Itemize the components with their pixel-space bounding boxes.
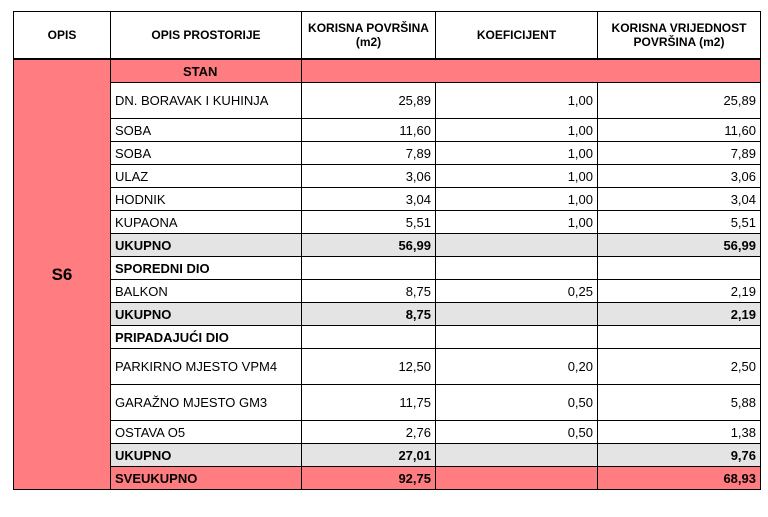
subtotal-area: 56,99 — [302, 234, 436, 257]
room-area: 11,60 — [302, 119, 436, 142]
area-table-wrapper — [13, 11, 761, 490]
empty-cell — [436, 326, 598, 349]
room-coef: 0,20 — [436, 349, 598, 385]
header-opis-prostorije: OPIS PROSTORIJE — [111, 12, 302, 60]
subtotal-coef-empty — [436, 303, 598, 326]
subtotal-row-pripadajuci — [14, 444, 761, 467]
section-row-stan — [14, 59, 761, 83]
room-name: PARKIRNO MJESTO VPM4 — [111, 349, 302, 385]
room-value: 25,89 — [598, 83, 761, 119]
table-row — [14, 165, 761, 188]
room-value: 1,38 — [598, 421, 761, 444]
section-fill-stan — [302, 59, 761, 83]
room-area: 3,06 — [302, 165, 436, 188]
room-name: BALKON — [111, 280, 302, 303]
section-row-pripadajuci — [14, 326, 761, 349]
room-coef: 1,00 — [436, 188, 598, 211]
subtotal-area: 27,01 — [302, 444, 436, 467]
room-value: 3,06 — [598, 165, 761, 188]
room-name: DN. BORAVAK I KUHINJA — [111, 83, 302, 119]
room-area: 25,89 — [302, 83, 436, 119]
table-row — [14, 119, 761, 142]
subtotal-coef-empty — [436, 234, 598, 257]
room-coef: 1,00 — [436, 142, 598, 165]
table-row — [14, 280, 761, 303]
table-row — [14, 385, 761, 421]
subtotal-value: 2,19 — [598, 303, 761, 326]
grand-total-area: 92,75 — [302, 467, 436, 490]
unit-label: S6 — [14, 59, 111, 490]
room-value: 11,60 — [598, 119, 761, 142]
grand-total-value: 68,93 — [598, 467, 761, 490]
header-koeficijent: KOEFICIJENT — [436, 12, 598, 60]
room-name: SOBA — [111, 142, 302, 165]
section-title-sporedni: SPOREDNI DIO — [111, 257, 302, 280]
grand-total-label: SVEUKUPNO — [111, 467, 302, 490]
room-coef: 1,00 — [436, 83, 598, 119]
room-name: HODNIK — [111, 188, 302, 211]
subtotal-coef-empty — [436, 444, 598, 467]
empty-cell — [598, 326, 761, 349]
empty-cell — [302, 257, 436, 280]
room-area: 7,89 — [302, 142, 436, 165]
room-area: 12,50 — [302, 349, 436, 385]
subtotal-area: 8,75 — [302, 303, 436, 326]
empty-cell — [302, 326, 436, 349]
table-row — [14, 421, 761, 444]
room-name: KUPAONA — [111, 211, 302, 234]
header-korisna-vrijednost: KORISNA VRIJEDNOST POVRŠINA (m2) — [598, 12, 761, 60]
table-row — [14, 349, 761, 385]
table-row — [14, 142, 761, 165]
section-title-pripadajuci: PRIPADAJUĆI DIO — [111, 326, 302, 349]
subtotal-label: UKUPNO — [111, 234, 302, 257]
room-name: OSTAVA O5 — [111, 421, 302, 444]
room-coef: 1,00 — [436, 165, 598, 188]
header-opis: OPIS — [14, 12, 111, 60]
subtotal-label: UKUPNO — [111, 444, 302, 467]
room-area: 11,75 — [302, 385, 436, 421]
subtotal-value: 56,99 — [598, 234, 761, 257]
grand-total-coef-empty — [436, 467, 598, 490]
room-value: 7,89 — [598, 142, 761, 165]
empty-cell — [598, 257, 761, 280]
room-area: 5,51 — [302, 211, 436, 234]
room-name: GARAŽNO MJESTO GM3 — [111, 385, 302, 421]
subtotal-row-sporedni — [14, 303, 761, 326]
empty-cell — [436, 257, 598, 280]
room-coef: 0,25 — [436, 280, 598, 303]
room-coef: 0,50 — [436, 421, 598, 444]
room-area: 2,76 — [302, 421, 436, 444]
room-coef: 1,00 — [436, 211, 598, 234]
table-row — [14, 188, 761, 211]
header-row — [14, 12, 761, 60]
table-row — [14, 211, 761, 234]
area-table — [13, 11, 761, 490]
room-value: 3,04 — [598, 188, 761, 211]
room-value: 5,88 — [598, 385, 761, 421]
room-area: 3,04 — [302, 188, 436, 211]
table-row — [14, 83, 761, 119]
subtotal-value: 9,76 — [598, 444, 761, 467]
room-value: 5,51 — [598, 211, 761, 234]
room-coef: 0,50 — [436, 385, 598, 421]
room-coef: 1,00 — [436, 119, 598, 142]
room-name: ULAZ — [111, 165, 302, 188]
room-value: 2,19 — [598, 280, 761, 303]
header-korisna-povrsina: KORISNA POVRŠINA (m2) — [302, 12, 436, 60]
subtotal-row-stan — [14, 234, 761, 257]
grand-total-row — [14, 467, 761, 490]
room-area: 8,75 — [302, 280, 436, 303]
section-row-sporedni — [14, 257, 761, 280]
room-value: 2,50 — [598, 349, 761, 385]
room-name: SOBA — [111, 119, 302, 142]
section-title-stan: STAN — [111, 59, 302, 83]
subtotal-label: UKUPNO — [111, 303, 302, 326]
